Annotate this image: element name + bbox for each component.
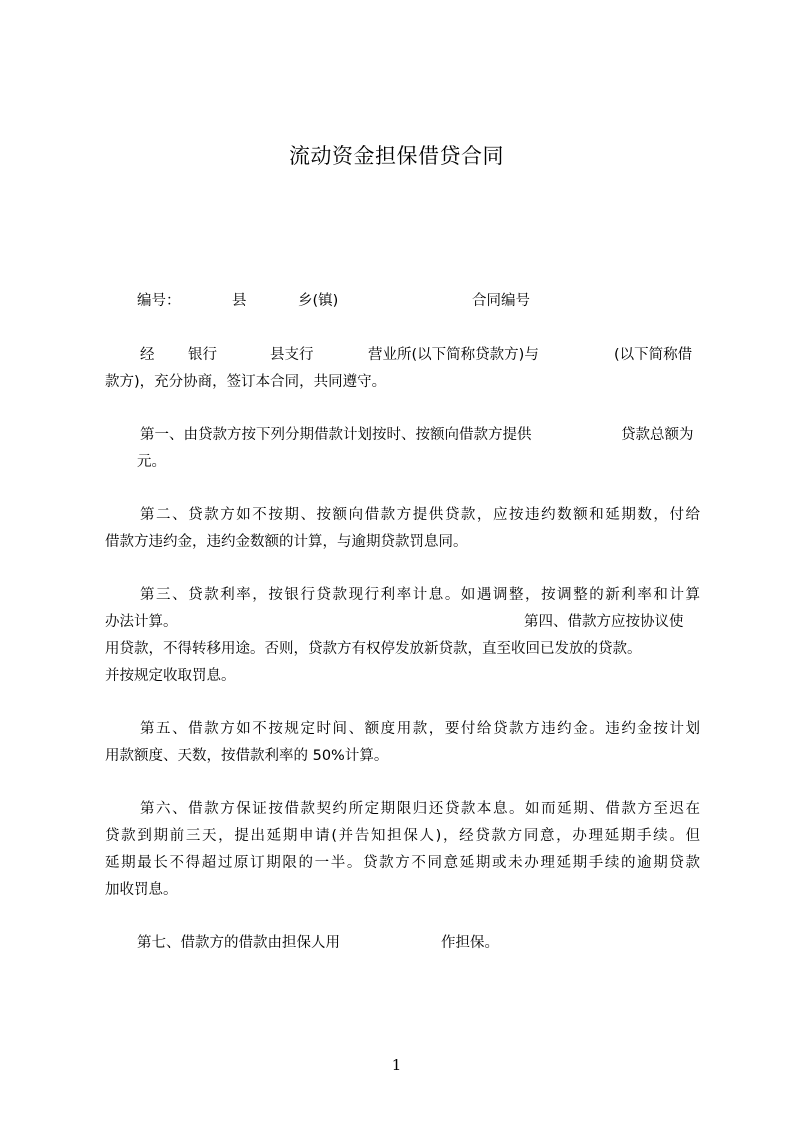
article-2-line-2: 借款方违约金，违约金数额的计算，与逾期贷款罚息同。 — [105, 534, 468, 550]
article-5-line-1: 第五、借款方如不按规定时间、额度用款，要付给贷款方违约金。违约金按计划 — [140, 721, 700, 737]
article-2-line-1: 第二、贷款方如不按期、按额向借款方提供贷款，应按违约数额和延期数，付给 — [140, 507, 700, 523]
article-1-line-1: 第一、由贷款方按下列分期借款计划按时、按额向借款方提供 — [140, 427, 532, 443]
article-4-line-2: 用贷款，不得转移用途。否则，贷款方有权停发放新贷款，直至收回已发放的贷款。 — [105, 641, 642, 657]
county-label: 县 — [232, 293, 247, 309]
preamble-part-1: 经 — [140, 347, 155, 363]
contract-number-label: 合同编号 — [472, 293, 530, 309]
article-6-line-1: 第六、借款方保证按借款契约所定期限归还贷款本息。如而延期、借款方至迟在 — [140, 801, 700, 817]
document-title: 流动资金担保借贷合同 — [289, 144, 504, 168]
township-label: 乡(镇) — [298, 293, 339, 309]
article-6-line-3: 延期最长不得超过原订期限的一半。贷款方不同意延期或未办理延期手续的逾期贷款 — [105, 855, 700, 871]
article-3-line-1: 第三、贷款利率，按银行贷款现行利率计息。如遇调整，按调整的新利率和计算 — [140, 587, 700, 603]
article-7-left: 第七、借款方的借款由担保人用 — [137, 935, 340, 951]
article-6-line-2: 贷款到期前三天，提出延期申请(并告知担保人)，经贷款方同意，办理延期手续。但 — [105, 828, 700, 844]
article-3-line-2: 办法计算。 — [105, 614, 178, 630]
preamble-part-5: (以下简称借 — [614, 347, 693, 363]
article-5-line-2: 用款额度、天数，按借款利率的 50%计算。 — [105, 748, 389, 764]
preamble-line-2: 款方)，充分协商，签订本合同，共同遵守。 — [105, 374, 387, 390]
article-6-line-4: 加收罚息。 — [105, 882, 178, 898]
article-4-line-3: 并按规定收取罚息。 — [105, 668, 236, 684]
article-1-loan-total: 贷款总额为 — [621, 427, 694, 443]
number-label: 编号： — [137, 293, 181, 309]
article-1-line-2: 元。 — [137, 454, 166, 470]
preamble-part-2: 银行 — [188, 347, 217, 363]
preamble-part-4: 营业所(以下简称贷款方)与 — [368, 347, 539, 363]
article-4-start: 第四、借款方应按协议使 — [524, 614, 684, 630]
page-number: 1 — [391, 1056, 402, 1074]
preamble-part-3: 县支行 — [270, 347, 314, 363]
article-7-right: 作担保。 — [441, 935, 499, 951]
